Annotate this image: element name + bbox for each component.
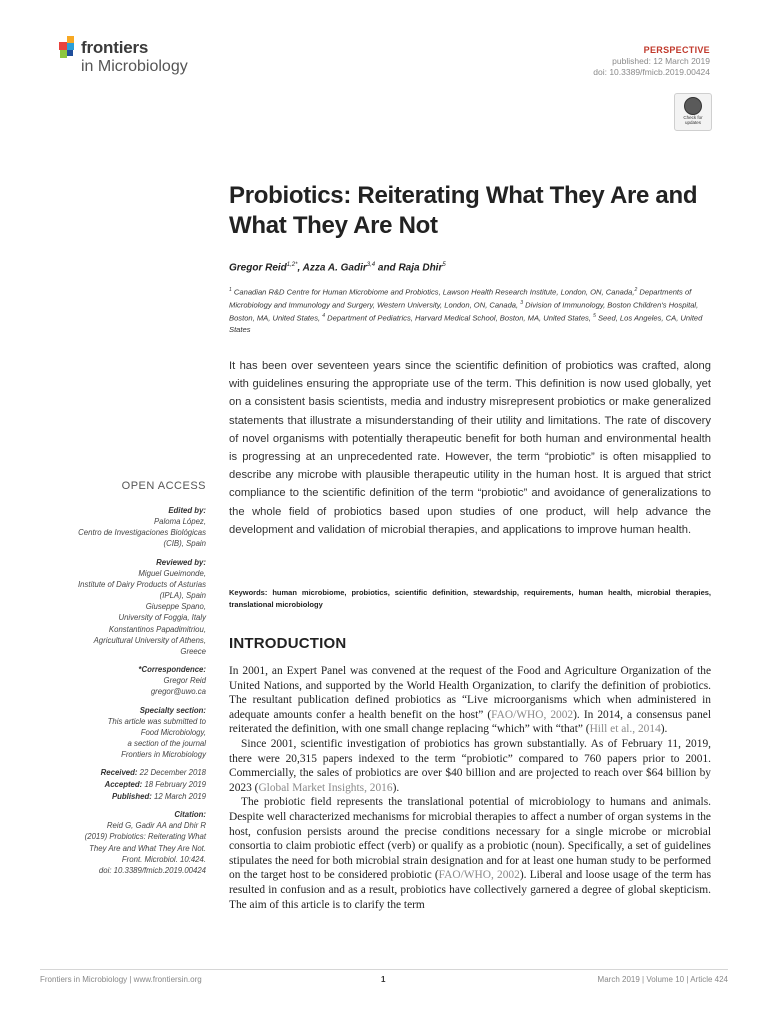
footer-journal-link[interactable]: Frontiers in Microbiology | www.frontiersin.org (40, 975, 202, 984)
author-affiliation-sup: 3,4 (366, 262, 376, 268)
citation-link[interactable]: FAO/WHO, 2002 (438, 869, 520, 882)
body-paragraph (229, 664, 711, 737)
abstract: It has been over seventeen years since the scientific definition of probiotics was crafted, along with guidelines ensuring the appropriate use of the term. This definition is now used globally, yet on a consistent basis scientists, media and industry misrepresent probiotics or make generalized statements that illustrate a misunderstanding of their utility and limitations. The rate of discovery of novel organisms with potentially therapeutic benefit for both human and environmental health is progressing at an unprecedented rate. However, the term “probiotic” is often misapplied to describe any microbe with plausible therapeutic utility in the human host. It is argued that strict compliance to the scientific definition of the term “probiotic” and avoidance of generalizations to the whole field of probiotics based upon studies of one product, will help advance the development and validation of microbial therapies, and applications to improve human health. (229, 360, 711, 536)
check-for-updates-badge[interactable] (674, 93, 712, 131)
accepted-date: Accepted: 18 February 2019 (104, 780, 206, 790)
sidebar-line: Giuseppe Spano, (145, 602, 206, 612)
article-body (229, 664, 711, 912)
sidebar-line: Reid G, Gadir AA and Dhir R (106, 821, 206, 831)
open-access-label: OPEN ACCESS (121, 480, 206, 492)
body-paragraph (229, 795, 711, 912)
sidebar-line: gregor@uwo.ca (150, 687, 206, 697)
citation-lines (40, 820, 206, 876)
affiliations (229, 285, 719, 336)
sidebar-line: (2019) Probiotics: Reiterating What (84, 832, 206, 842)
body-text: Since 2001, scientific investigation of probiotics has grown substantially. As of February 11, 2019, there were 20,315 papers indexed to the term “probiotic” compared to 760 papers prior to 2001. Commercially, the sales of probiotics are over $40 billion and are projected to reach over $64 billion by 2023 ( (229, 737, 711, 794)
citation-link[interactable]: FAO/WHO, 2002 (491, 708, 574, 721)
article-type: PERSPECTIVE (643, 45, 710, 55)
sidebar-line: University of Foggia, Italy (118, 613, 206, 623)
correspondence-label: *Correspondence: (138, 665, 206, 675)
published-date-sidebar: Published: 12 March 2019 (111, 791, 206, 801)
body-text: ). In 2014, a consensus panel reiterated the definition, with one small change replacing “which” with “that” ( (229, 708, 711, 736)
specialty-block (40, 705, 206, 761)
sidebar-line: Paloma López, (153, 517, 206, 526)
affiliation-sup: 5 (593, 313, 596, 320)
author-affiliation-sup: 1,2* (286, 262, 298, 268)
received-date: Received: 22 December 2018 (100, 768, 206, 778)
affiliation-text: Departments of Microbiology and Immunology and Surgery, Western University, London, ON, Canada, (229, 287, 692, 310)
sidebar-line: Centro de Investigaciones Biológicas (78, 528, 206, 538)
frontiers-logo-icon (56, 34, 82, 62)
affiliation-text: Division of Immunology, Boston Children's Hospital, Boston, MA, United States, (229, 300, 699, 323)
sidebar-line: Institute of Dairy Products of Asturias (78, 579, 206, 589)
edited-by-lines (40, 516, 206, 550)
article-info-sidebar (40, 480, 206, 883)
reviewed-by-label: Reviewed by: (156, 557, 206, 567)
logo-journal-name: in Microbiology (81, 58, 188, 75)
keywords: Keywords: human microbiome, probiotics, scientific definition, stewardship, requirements, human health, microbial therapies, translational microbiology (229, 588, 711, 609)
section-heading: INTRODUCTION (229, 635, 347, 652)
author-affiliation-sup: 5 (442, 262, 446, 268)
sidebar-line: a section of the journal (127, 739, 206, 749)
specialty-lines (40, 716, 206, 761)
logo-wordmark: frontiers (81, 38, 149, 57)
sidebar-line: They Are and What They Are Not. (89, 843, 206, 853)
doi-link[interactable]: doi: 10.3389/fmicb.2019.00424 (593, 67, 710, 77)
sidebar-line: (IPLA), Spain (159, 591, 206, 601)
author-name[interactable]: Azza A. Gadir (302, 262, 367, 274)
sidebar-line: Gregor Reid (163, 676, 206, 686)
edited-by-label: Edited by: (168, 506, 206, 515)
sidebar-line: doi: 10.3389/fmicb.2019.00424 (98, 866, 206, 876)
footer-issue-info: March 2019 | Volume 10 | Article 424 (597, 975, 728, 984)
sidebar-line: Front. Microbiol. 10:424. (121, 854, 206, 864)
sidebar-line: Miguel Gueimonde, (138, 568, 206, 578)
correspondence-lines[interactable] (40, 675, 206, 697)
reviewed-by-block (40, 557, 206, 658)
affiliation-text: Canadian R&D Centre for Human Microbiome and Probiotics, Lawson Health Research Institute, London, ON, Canada, (231, 287, 635, 297)
affiliation-text: Seed, Los Angeles, CA, United States (229, 313, 703, 335)
article-title: Probiotics: Reiterating What They Are and What They Are Not (229, 182, 698, 239)
journal-logo[interactable] (56, 34, 226, 84)
body-paragraph (229, 737, 711, 795)
article-header-meta (450, 45, 710, 78)
body-text: ). Liberal and loose usage of the term has resulted in confusion and as a result, probiotics have collectively garnered a degree of global skepticism. The aim of this article is to clarify the term (229, 869, 712, 911)
body-text: ). (660, 723, 668, 736)
check-updates-label: Check for updates (683, 115, 703, 125)
affiliation-sup: 3 (520, 300, 524, 307)
sidebar-line: Frontiers in Microbiology (121, 750, 206, 760)
affiliation-sup: 2 (634, 287, 638, 293)
author-name[interactable]: Raja Dhir (398, 262, 443, 274)
sidebar-line: Konstantinos Papadimitriou, (108, 624, 206, 634)
correspondence-block (40, 664, 206, 697)
author-list: Gregor Reid$^{1,2*}$, Azza A. Gadir$^{3,4}$ and Raja Dhir$^5$ (229, 262, 446, 274)
reviewed-by-lines (40, 568, 206, 658)
body-text: ). (392, 781, 400, 794)
dates-block (40, 767, 206, 802)
crossmark-icon (684, 97, 702, 115)
affiliation-sup: 1 (229, 287, 232, 293)
sidebar-line: Food Microbiology, (140, 727, 206, 737)
sidebar-line: Agricultural University of Athens, (93, 635, 206, 645)
body-text: The probiotic field represents the translational potential of microbiology to humans and animals. Despite well characterized mechanisms for microbial therapies to affect a number of organ systems in the host, confusion persists around the precise conditions necessary for a single microbe or microbial consortia to claim probiotic effect (verb) or qualify as a probiotic (noun). Specifically, a set of guidelines stipulates the need for both microbial strain designation and for at least one human study to be performed on the target host to be considered probiotic ( (229, 796, 711, 882)
affiliation-sup: 4 (322, 313, 326, 320)
citation-block (40, 809, 206, 876)
sidebar-line: (CIB), Spain (163, 539, 206, 549)
citation-link[interactable]: Global Market Insights, 2016 (258, 781, 393, 794)
sidebar-line: Greece (180, 647, 206, 657)
citation-link[interactable]: Hill et al., 2014 (589, 723, 661, 736)
affiliation-text: Department of Pediatrics, Harvard Medical School, Boston, MA, United States, (325, 313, 594, 323)
edited-by-block (40, 505, 206, 550)
sidebar-line: This article was submitted to (107, 716, 206, 726)
page-number: 1 (381, 975, 386, 984)
footer-divider (40, 969, 728, 970)
published-date: published: 12 March 2019 (612, 56, 710, 66)
specialty-label: Specialty section: (139, 705, 206, 715)
body-text: In 2001, an Expert Panel was convened at the request of the Food and Agriculture Organization of the United Nations, and supported by the World Health Organization, to clarify the definition of probiotics. The resultant publication defined probiotics as “Live microorganisms which when administered in adequate amounts confer a health benefit on the host” ( (229, 665, 711, 721)
citation-label: Citation: (174, 810, 206, 820)
author-name[interactable]: Gregor Reid (229, 262, 287, 274)
